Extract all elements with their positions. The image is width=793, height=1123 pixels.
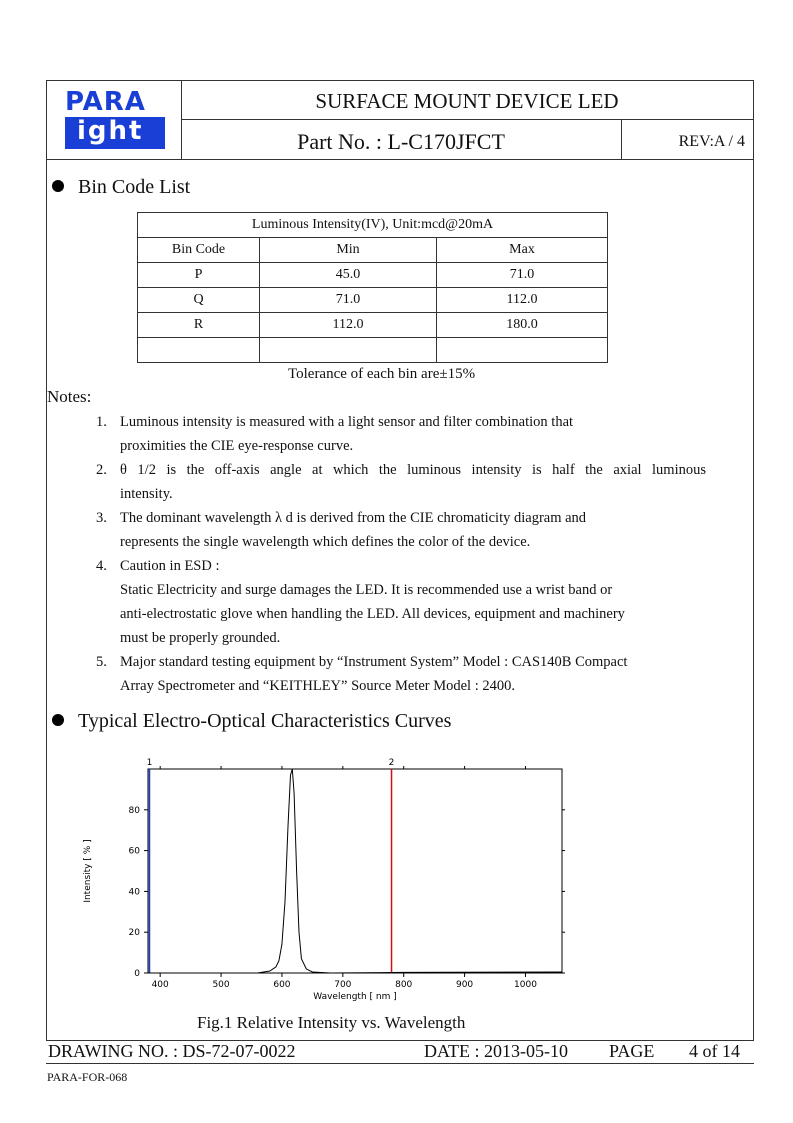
y-axis-label: Intensity [ % ] [83,839,93,903]
note-number: 5. [96,654,107,670]
table-cell [437,338,608,363]
table-caption-row [138,213,608,238]
rev-divider [621,119,622,159]
spectrum-chart [72,752,572,1004]
bullet-icon [52,714,64,726]
note-number: 2. [96,462,107,478]
list-item [96,554,706,650]
x-tick-label: 500 [212,980,230,990]
x-tick-label: 400 [151,980,169,990]
part-number: Part No. : L-C170JFCT [297,129,505,154]
note-number: 3. [96,510,107,526]
notes-list [96,410,706,698]
curves-title: Typical Electro-Optical Characteristics Curves [78,710,452,732]
company-logo [47,81,182,159]
y-tick-label: 80 [128,805,140,816]
x-tick-label: 1000 [514,980,537,990]
column-header: Bin Code [138,238,260,263]
table-cell: 112.0 [437,288,608,313]
table-cell: 112.0 [260,313,437,338]
note-line: proximities the CIE eye-response curve. [120,438,354,454]
table-cell: P [138,263,260,288]
x-tick-label: 900 [455,980,474,990]
note-number: 4. [96,558,107,574]
table-cell [138,338,260,363]
table-header-row [138,238,608,263]
table-cell: Q [138,288,260,313]
tolerance-note: Tolerance of each bin are±15% [288,366,476,382]
bin-code-table [137,212,608,363]
note-line: Caution in ESD : [120,558,220,574]
document-header [46,80,754,160]
document-title: SURFACE MOUNT DEVICE LED [315,89,619,113]
table-row [138,263,608,288]
x-tick-label: 700 [334,980,352,990]
note-number: 1. [96,414,107,430]
note-line: represents the single wavelength which defines the color of the device. [120,534,531,550]
note-line: intensity. [120,486,173,502]
note-line: anti-electrostatic glove when handling the LED. All devices, equipment and machinery [120,606,625,622]
list-item [96,410,706,458]
curves-heading [52,710,451,733]
table-cell: 71.0 [260,288,437,313]
table-row [138,313,608,338]
note-line: Major standard testing equipment by “Instrument System” Model : CAS140B Compact [120,654,628,670]
column-header: Max [437,238,608,263]
page-number: 4 of 14 [689,1041,740,1061]
column-header: Min [260,238,437,263]
drawing-number: DRAWING NO. : DS-72-07-0022 [48,1041,296,1061]
note-line: Luminous intensity is measured with a light sensor and filter combination that [120,414,574,430]
logo-top-text: PARA [65,87,146,117]
table-cell [260,338,437,363]
bin-code-title: Bin Code List [78,176,191,198]
document-date: DATE : 2013-05-10 [424,1041,568,1061]
table-cell: 45.0 [260,263,437,288]
x-tick-label: 800 [395,980,413,990]
y-tick-label: 0 [134,969,140,979]
table-caption: Luminous Intensity(IV), Unit:mcd@20mA [138,213,608,238]
y-tick-label: 20 [128,928,140,939]
table-cell: R [138,313,260,338]
marker-label: 2 [388,758,395,768]
logo-bottom-text: ight [77,116,144,146]
table-cell: 71.0 [437,263,608,288]
header-divider [181,119,753,120]
bin-code-heading [52,176,190,199]
y-tick-label: 60 [128,846,140,857]
note-line: Array Spectrometer and “KEITHLEY” Source Meter Model : 2400. [120,678,515,694]
x-tick-label: 600 [273,980,291,990]
table-cell: 180.0 [437,313,608,338]
page-label: PAGE [609,1041,655,1061]
list-item [96,458,706,506]
y-tick-label: 40 [128,887,140,898]
table-row [138,288,608,313]
note-line: θ 1/2 is the off-axis angle at which the luminous intensity is half the axial luminous [120,462,706,478]
bullet-icon [52,180,64,192]
table-row [138,338,608,363]
x-axis-label: Wavelength [ nm ] [313,992,397,1002]
marker-label: 1 [146,758,153,768]
note-line: Static Electricity and surge damages the LED. It is recommended use a wrist band or [120,582,613,598]
form-number: PARA-FOR-068 [47,1070,128,1084]
note-line: The dominant wavelength λ d is derived from the CIE chromaticity diagram and [120,510,587,526]
spectrum-series-line [148,769,562,973]
notes-heading: Notes: [47,387,92,406]
list-item [96,650,706,698]
revision: REV:A / 4 [678,133,745,150]
document-footer [46,1040,754,1064]
figure-caption: Fig.1 Relative Intensity vs. Wavelength [197,1013,466,1032]
list-item [96,506,706,554]
plot-frame [148,769,562,973]
note-line: must be properly grounded. [120,630,281,646]
